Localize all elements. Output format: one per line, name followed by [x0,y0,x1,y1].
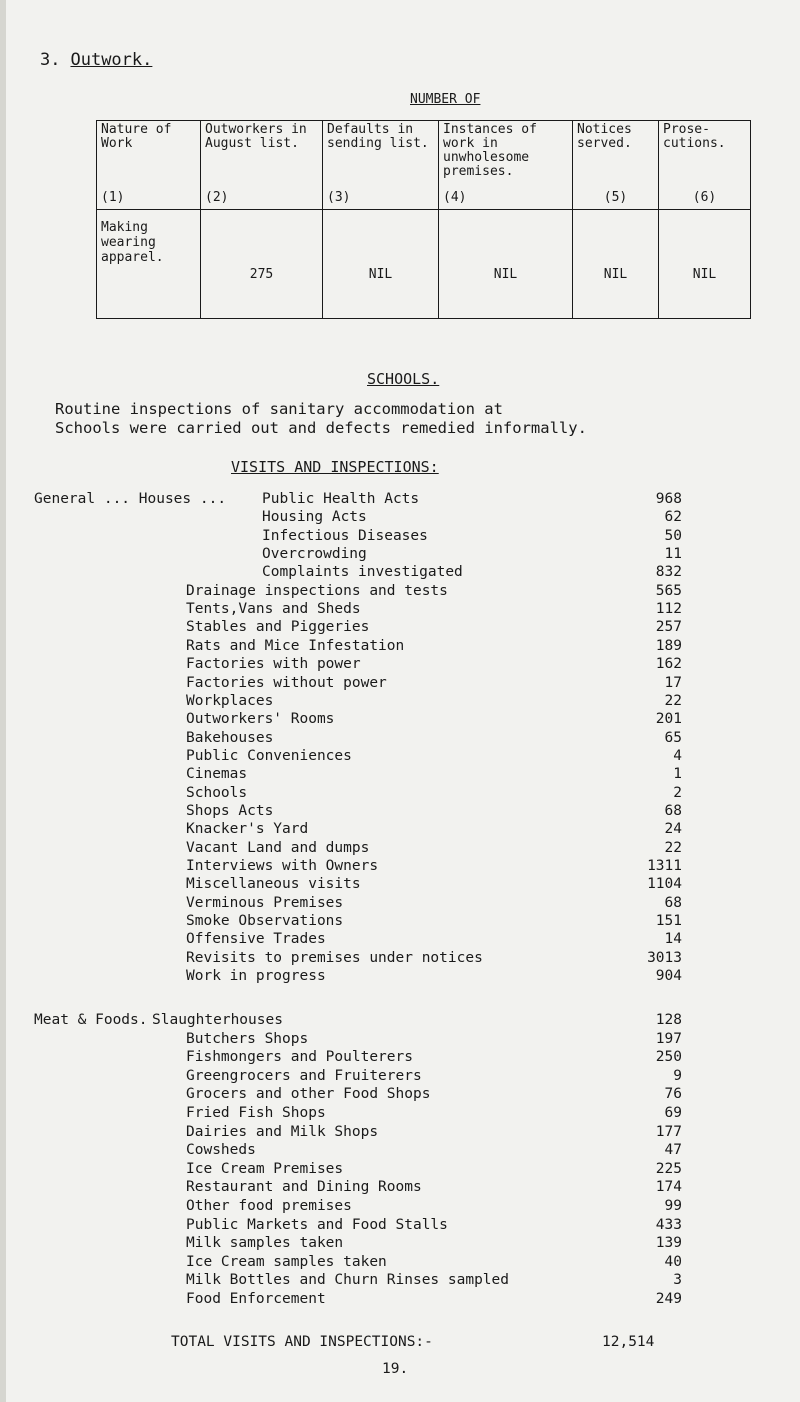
list-item-label: Milk Bottles and Churn Rinses sampled [186,1272,510,1288]
list-item-value: 24 [664,821,682,837]
list-item-value: 3 [673,1272,682,1288]
section-title: Outwork. [70,50,153,70]
list-item-label: Knacker's Yard [186,821,309,837]
list-item-value: 225 [655,1161,682,1177]
list-item-value: 40 [664,1254,682,1270]
list-item-label: Milk samples taken [186,1235,344,1251]
meat-prefix: Meat & Foods. [34,1012,148,1028]
list-item-label: Fishmongers and Poulterers [186,1049,413,1065]
header-number: (2) [205,190,229,205]
list-item-label: Tents,Vans and Sheds [186,601,361,617]
list-item-value: 47 [664,1142,682,1158]
list-item-value: 2 [673,785,682,801]
header-label: Outworkers in August list. [205,122,307,151]
list-item-label: Miscellaneous visits [186,876,361,892]
list-item-value: 9 [673,1068,682,1084]
list-item-label: Cowsheds [186,1142,256,1158]
table-cell-nature: Making wearing apparel. [97,210,201,319]
table-cell: NIL [659,210,751,319]
table-cell: 275 [201,210,323,319]
list-item-label: Factories without power [186,675,387,691]
list-item-value: 249 [655,1291,682,1307]
list-item-label: Offensive Trades [186,931,326,947]
list-item-value: 968 [655,491,682,507]
list-item-value: 68 [664,895,682,911]
list-item-value: 11 [664,546,682,562]
table-cell: NIL [573,210,659,319]
outwork-table [96,120,751,319]
list-item-label: Complaints investigated [262,564,463,580]
list-item-label: Public Conveniences [186,748,352,764]
list-item-value: 4 [673,748,682,764]
header-label: Defaults in sending list. [327,122,429,151]
list-item-label: Rats and Mice Infestation [186,638,405,654]
list-item-label: Revisits to premises under notices [186,950,483,966]
table-header-cell [323,121,439,210]
list-item-label: Public Health Acts [262,491,420,507]
list-item-label: Infectious Diseases [262,528,428,544]
list-item-label: Shops Acts [186,803,274,819]
list-item-label: Smoke Observations [186,913,344,929]
list-item-label: Restaurant and Dining Rooms [186,1179,422,1195]
header-number: (6) [692,190,717,205]
section-number: 3. [40,50,61,70]
page-number: 19. [382,1361,409,1377]
list-item-value: 22 [664,840,682,856]
list-item-value: 14 [664,931,682,947]
total-label: TOTAL VISITS AND INSPECTIONS:- [171,1334,433,1350]
list-item-label: Drainage inspections and tests [186,583,448,599]
header-label: Notices served. [577,122,632,151]
header-number: (5) [603,190,628,205]
header-number: (1) [101,190,125,205]
list-item-label: Fried Fish Shops [186,1105,326,1121]
list-item-label: Grocers and other Food Shops [186,1086,431,1102]
list-item-value: 162 [655,656,682,672]
list-item-label: Schools [186,785,248,801]
visits-heading: VISITS AND INSPECTIONS: [231,458,439,476]
list-item-value: 201 [655,711,682,727]
list-item-value: 433 [655,1217,682,1233]
page-edge [0,0,6,1402]
list-item-value: 22 [664,693,682,709]
table-header-cell [97,121,201,210]
list-item-label: Workplaces [186,693,274,709]
header-number: (3) [327,190,351,205]
list-item-value: 250 [655,1049,682,1065]
list-item-label: Ice Cream Premises [186,1161,344,1177]
list-item-value: 177 [655,1124,682,1140]
list-item-label: Bakehouses [186,730,274,746]
list-item-value: 76 [664,1086,682,1102]
list-item-value: 189 [655,638,682,654]
list-item-label: Greengrocers and Fruiterers [186,1068,422,1084]
list-item-value: 99 [664,1198,682,1214]
list-item-label: Work in progress [186,968,326,984]
list-item-value: 112 [655,601,682,617]
list-item-value: 565 [655,583,682,599]
list-item-label: Verminous Premises [186,895,344,911]
table-cell: NIL [323,210,439,319]
list-item-label: Housing Acts [262,509,367,525]
list-item-label: Slaughterhouses [152,1012,283,1028]
list-item-value: 257 [655,619,682,635]
section-heading [40,50,152,70]
list-item-value: 62 [664,509,682,525]
list-item-label: Butchers Shops [186,1031,309,1047]
table-cell: NIL [439,210,573,319]
schools-heading: SCHOOLS. [367,370,440,388]
table-header-cell [659,121,751,210]
table-caption: NUMBER OF [410,92,481,107]
table-row [97,210,751,319]
header-label: Instances of work in unwholesome premises. [443,122,537,179]
list-item-value: 3013 [647,950,682,966]
table-header-cell [573,121,659,210]
list-item-label: Vacant Land and dumps [186,840,370,856]
list-item-value: 1104 [647,876,682,892]
schools-line: Routine inspections of sanitary accommodation at [55,400,503,418]
list-item-label: Ice Cream samples taken [186,1254,387,1270]
list-item-value: 68 [664,803,682,819]
list-item-label: Overcrowding [262,546,367,562]
list-item-value: 17 [664,675,682,691]
list-item-value: 832 [655,564,682,580]
schools-line: Schools were carried out and defects remedied informally. [55,419,587,437]
header-label: Prose-cutions. [663,122,726,151]
table-header-cell [201,121,323,210]
list-item-label: Cinemas [186,766,248,782]
total-value: 12,514 [602,1334,655,1350]
list-item-value: 65 [664,730,682,746]
schools-paragraph [55,400,587,438]
list-item-label: Stables and Piggeries [186,619,370,635]
list-item-label: Other food premises [186,1198,352,1214]
list-item-value: 151 [655,913,682,929]
list-item-value: 1311 [647,858,682,874]
header-label: Nature of Work [101,122,172,151]
list-item-value: 904 [655,968,682,984]
list-item-label: Public Markets and Food Stalls [186,1217,448,1233]
list-item-label: Dairies and Milk Shops [186,1124,379,1140]
list-item-value: 174 [655,1179,682,1195]
table-header-row [97,121,751,210]
list-item-value: 128 [655,1012,682,1028]
header-number: (4) [443,190,467,205]
list-item-label: Interviews with Owners [186,858,379,874]
list-item-label: Outworkers' Rooms [186,711,335,727]
list-item-value: 50 [664,528,682,544]
general-prefix: General ... Houses ... [34,491,227,507]
list-item-label: Factories with power [186,656,361,672]
list-item-value: 197 [655,1031,682,1047]
list-item-label: Food Enforcement [186,1291,326,1307]
list-item-value: 69 [664,1105,682,1121]
table-header-cell [439,121,573,210]
list-item-value: 1 [673,766,682,782]
list-item-value: 139 [655,1235,682,1251]
